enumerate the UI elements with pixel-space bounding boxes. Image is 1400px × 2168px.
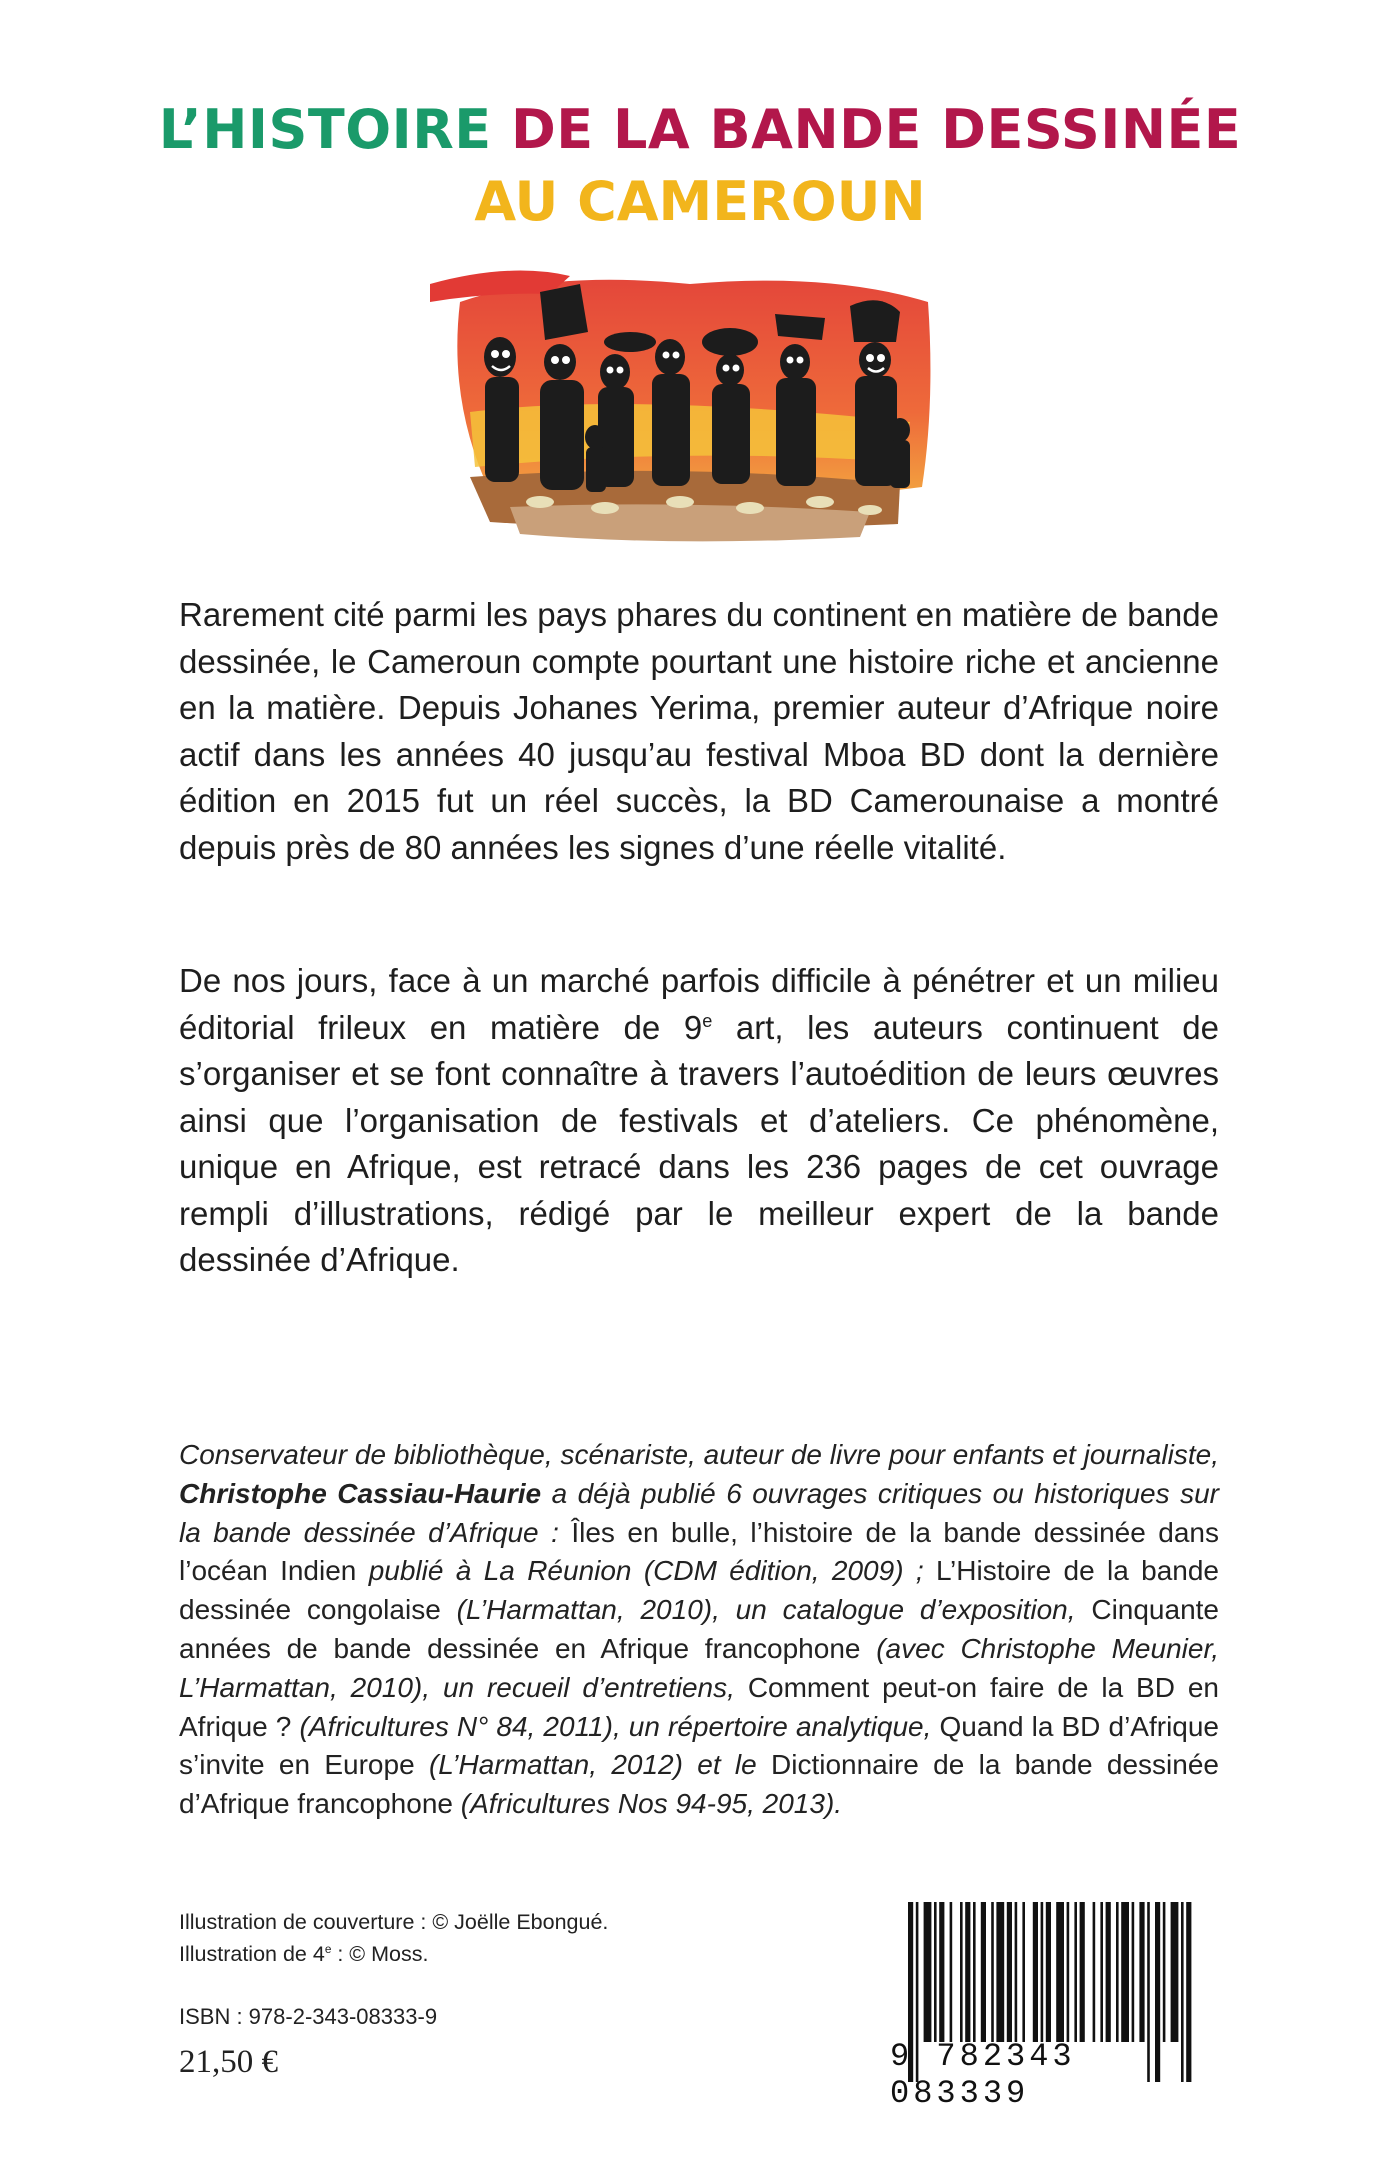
bio-text: (Africultures N° 84, 2011), un répertoire analytique, bbox=[291, 1710, 940, 1742]
barcode-bar bbox=[950, 1902, 953, 2042]
barcode-bar bbox=[991, 1902, 994, 2042]
paragraph-2-text-end: art, les auteurs continuent de s’organiser et se font connaître à travers l’autoédition de leurs œuvres ainsi que l’organisation de festivals et d’ateliers. Ce phénomène, unique en Afrique, est retracé dans les 236 pages de cet ouvrage rempli d’illustrations, rédigé par le meilleur expert de la bande dessinée d’Afrique. bbox=[179, 1008, 1219, 1278]
book-title: Quand la BD d’Afrique s’invite en Europe bbox=[179, 1710, 1220, 1781]
bio-text: (L’Harmattan, 2012) et le bbox=[414, 1749, 772, 1781]
ordinal-superscript: e bbox=[324, 1941, 332, 1956]
barcode-bar bbox=[1163, 1902, 1166, 2042]
barcode-bar bbox=[1033, 1902, 1038, 2042]
barcode-bar bbox=[1007, 1902, 1012, 2042]
title-part-histoire: L’HISTOIRE bbox=[158, 98, 492, 161]
cartoon-crowd-illustration bbox=[430, 262, 940, 554]
author-name: Christophe Cassiau-Haurie bbox=[179, 1477, 542, 1509]
title-line-1 bbox=[0, 98, 1400, 161]
cover-credit: Illustration de couverture : © Joëlle Ebongué. bbox=[179, 1910, 609, 1934]
author-biography bbox=[179, 1436, 1219, 1824]
barcode-bar bbox=[1106, 1902, 1111, 2042]
price: 21,50 € bbox=[179, 2044, 278, 2080]
book-title: L’Histoire de la bande dessinée congolaise bbox=[179, 1555, 1219, 1626]
barcode-digits: 9 782343 083339 bbox=[890, 2038, 1076, 2112]
credit-text: : © Moss. bbox=[331, 1942, 429, 1966]
isbn: ISBN : 978-2-343-08333-9 bbox=[179, 2004, 438, 2029]
credit-text: Illustration de 4 bbox=[179, 1942, 325, 1966]
bio-text: publié à La Réunion (CDM édition, 2009) ; bbox=[356, 1555, 936, 1587]
illustration-credits bbox=[179, 1906, 608, 1970]
title-line-2: AU CAMEROUN bbox=[474, 170, 926, 233]
barcode-bar bbox=[960, 1902, 963, 2042]
barcode-bar bbox=[1041, 1902, 1044, 2042]
bio-text: a déjà publié 6 ouvrages critiques ou historiques sur la bande dessinée d’Afrique : bbox=[179, 1477, 1219, 1548]
barcode-bar bbox=[1067, 1902, 1070, 2042]
book-title: Cinquante années de bande dessinée en Afrique francophone bbox=[179, 1594, 1219, 1664]
barcode-bar bbox=[981, 1902, 986, 2042]
bio-text: (avec Christophe Meunier, L’Harmattan, 2010), un recueil d’entretiens, bbox=[179, 1632, 1219, 1703]
barcode-bar bbox=[1046, 1902, 1051, 2042]
bio-text: (L’Harmattan, 2010), un catalogue d’exposition, bbox=[440, 1594, 1092, 1626]
book-title: Îles en bulle, l’histoire de la bande dessinée dans l’océan Indien bbox=[179, 1516, 1219, 1587]
paragraph-2-text-start: De nos jours, face à un marché parfois difficile à pénétrer et un milieu éditorial frileux en matière de 9 bbox=[179, 962, 1219, 1046]
barcode-bar bbox=[1056, 1902, 1064, 2042]
book-title: Dictionnaire de la bande dessinée d’Afrique francophone bbox=[179, 1749, 1219, 1820]
barcode-bar bbox=[1116, 1902, 1119, 2042]
bio-text: Conservateur de bibliothèque, scénariste, auteur de livre pour enfants et journaliste, bbox=[179, 1439, 1219, 1470]
barcode-bar bbox=[924, 1902, 932, 2042]
barcode-bar bbox=[1080, 1902, 1085, 2042]
barcode-bar bbox=[1139, 1902, 1144, 2042]
barcode-bar bbox=[1074, 1902, 1077, 2042]
barcode-bar bbox=[1171, 1902, 1179, 2042]
barcode-bar bbox=[1121, 1902, 1129, 2042]
barcode-bar bbox=[1015, 1902, 1018, 2042]
barcode-bar bbox=[1022, 1902, 1025, 2042]
back-cover-credit bbox=[179, 1938, 608, 1970]
description-paragraph-2 bbox=[179, 958, 1219, 1284]
barcode-bar bbox=[973, 1902, 976, 2042]
title-part-bande-dessinee: DE LA BANDE DESSINÉE bbox=[510, 98, 1242, 161]
barcode-bar bbox=[1100, 1902, 1103, 2042]
book-title: Comment peut-on faire de la BD en Afrique ? bbox=[179, 1671, 1219, 1742]
barcode-bar bbox=[934, 1902, 937, 2042]
barcode-bar bbox=[1093, 1902, 1096, 2042]
ordinal-superscript: e bbox=[702, 1010, 713, 1031]
barcode-bar bbox=[996, 1902, 1004, 2042]
barcode-bar bbox=[965, 1902, 970, 2042]
barcode-bar bbox=[939, 1902, 944, 2042]
description-paragraph-1: Rarement cité parmi les pays phares du continent en matière de bande dessinée, le Cameroun compte pourtant une histoire riche et ancienne en la matière. Depuis Johanes Yerima, premier auteur d’Afrique noire actif dans les années 40 jusqu’au festival Mboa BD dont la dernière édition en 2015 fut un réel succès, la BD Camerounaise a montré depuis près de 80 années les signes d’une réelle vitalité. bbox=[179, 596, 1219, 866]
barcode-bar bbox=[1132, 1902, 1135, 2042]
bio-text: (Africultures Nos 94-95, 2013). bbox=[452, 1788, 843, 1820]
